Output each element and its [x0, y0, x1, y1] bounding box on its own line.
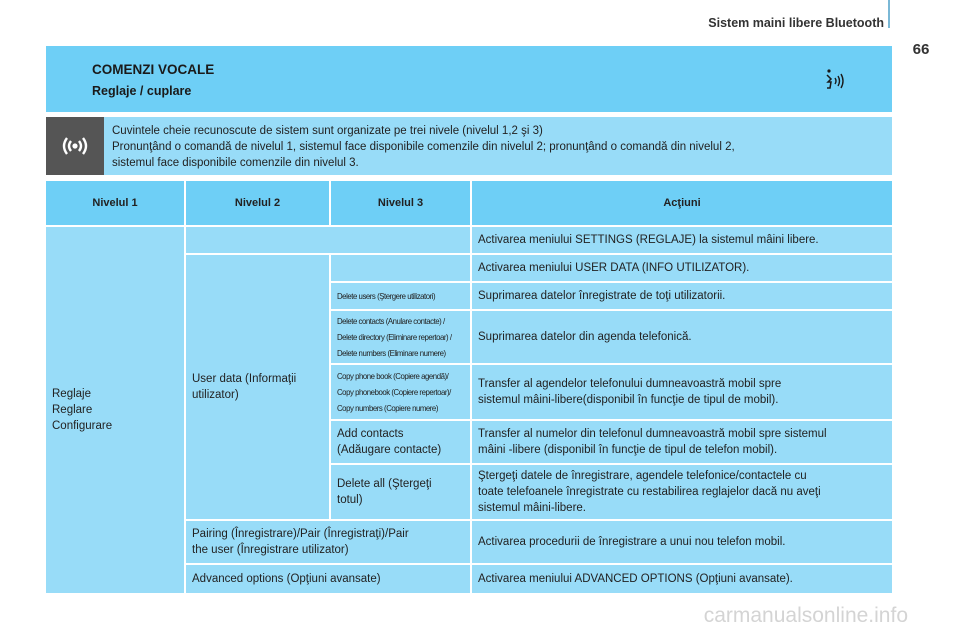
action-cell: Activarea meniului ADVANCED OPTIONS (Opţiuni avansate).: [472, 565, 892, 593]
header-level-3: Nivelul 3: [331, 181, 470, 225]
level3-cell: [331, 283, 470, 309]
header-level-2: Nivelul 2: [186, 181, 329, 225]
level2-label: utilizator): [192, 389, 239, 401]
action-line: mâini -libere (disponibil în funcţie de tipul de telefon mobil).: [478, 444, 778, 456]
watermark: carmanualsonline.info: [703, 604, 908, 627]
action-cell: Suprimarea datelor înregistrate de toţi utilizatorii.: [472, 283, 892, 309]
level3-cell: [331, 365, 470, 419]
settings-empty-cell: [186, 227, 470, 253]
action-cell: [472, 365, 892, 419]
level2-label: Pairing (Înregistrare)/Pair (Înregistraţi)/Pair: [192, 528, 409, 540]
level3-label: Copy numbers (Copiere numere): [337, 403, 438, 413]
level3-label: totul): [337, 494, 363, 506]
info-text: [112, 123, 882, 171]
level3-label: Copy phone book (Copiere agendă)/: [337, 371, 449, 381]
voice-command-icon: [824, 68, 846, 92]
header-actions: Acţiuni: [472, 181, 892, 225]
level3-cell: [331, 255, 470, 281]
header-divider: [888, 0, 890, 28]
level2-label: User data (Informaţii: [192, 373, 297, 385]
level3-cell: [331, 465, 470, 519]
level3-label: Delete all (Ştergeţi: [337, 478, 432, 490]
level3-label: Delete contacts (Anulare contacte) /: [337, 316, 445, 326]
action-cell: Activarea meniului SETTINGS (REGLAJE) la sistemul mâini libere.: [472, 227, 892, 253]
page-number: 99: [912, 40, 930, 57]
level3-cell: [331, 311, 470, 363]
level3-label: Copy phonebook (Copiere repertoar)/: [337, 387, 451, 397]
banner-subtitle: Reglaje / cuplare: [92, 84, 192, 98]
banner-title: COMENZI VOCALE: [92, 62, 215, 77]
level1-label: Reglaje: [52, 388, 91, 400]
info-line: Cuvintele cheie recunoscute de sistem sunt organizate pe trei nivele (nivelul 1,2 şi 3): [112, 125, 543, 137]
level2-label: the user (Înregistrare utilizator): [192, 544, 349, 556]
level3-label: Delete numbers (Eliminare numere): [337, 348, 446, 358]
action-line: Transfer al agendelor telefonului dumneavoastră mobil spre: [478, 378, 782, 390]
level1-label: Reglare: [52, 404, 93, 416]
action-line: sistemul mâini-libere.: [478, 502, 587, 514]
level3-label: Delete users (Ştergere utilizatori): [337, 291, 436, 301]
level3-cell: [331, 421, 470, 463]
info-line: sistemul face disponibile comenzile din nivelul 3.: [112, 157, 359, 169]
level1-cell: [46, 227, 184, 593]
action-cell: [472, 465, 892, 519]
level2-pairing: [186, 521, 470, 563]
action-cell: [472, 421, 892, 463]
action-line: toate telefoanele înregistrate cu restabilirea reglajelor dacă nu aveţi: [478, 486, 821, 498]
action-line: Ştergeţi datele de înregistrare, agendele telefonice/contactele cu: [478, 470, 807, 482]
level2-advanced: Advanced options (Opţiuni avansate): [186, 565, 470, 593]
action-cell: Suprimarea datelor din agenda telefonică.: [472, 311, 892, 363]
section-title: Sistem maini libere Bluetooth: [708, 16, 884, 30]
voice-waves-icon: [60, 134, 90, 158]
level3-label: Add contacts: [337, 428, 404, 440]
level2-user-data: [186, 255, 329, 519]
level3-label: (Adăugare contacte): [337, 444, 442, 456]
action-cell: Activarea meniului USER DATA (INFO UTILIZATOR).: [472, 255, 892, 281]
action-cell: Activarea procedurii de înregistrare a unui nou telefon mobil.: [472, 521, 892, 563]
action-line: sistemul mâini-libere(disponibil în funcţie de tipul de mobil).: [478, 394, 779, 406]
info-icon-panel: [46, 117, 104, 175]
action-line: Transfer al numelor din telefonul dumneavoastră mobil spre sistemul: [478, 428, 827, 440]
level1-label: Configurare: [52, 420, 113, 432]
info-line: Pronunţând o comandă de nivelul 1, sistemul face disponibile comenzile din nivelul 2; pronunţând o comandă din nivelul 2,: [112, 141, 735, 153]
info-box: [46, 117, 892, 175]
section-banner: [46, 46, 892, 112]
voice-commands-table: [46, 181, 892, 593]
header-level-1: Nivelul 1: [46, 181, 184, 225]
level3-label: Delete directory (Eliminare repertoar) /: [337, 332, 452, 342]
